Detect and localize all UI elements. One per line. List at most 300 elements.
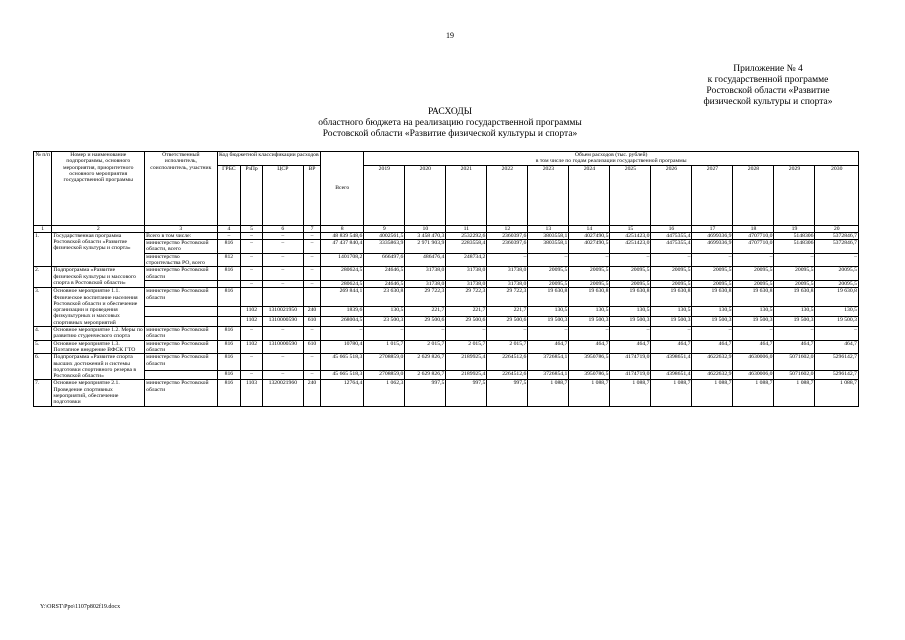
table-cell: 1102 [241, 316, 263, 326]
table-cell: 24646,5 [364, 267, 405, 281]
table-cell: – [569, 253, 610, 267]
row-executor [145, 316, 217, 326]
table-cell: – [303, 327, 320, 341]
table-row [34, 288, 859, 307]
table-cell: 20095,5 [692, 267, 733, 281]
table-cell: 20095,5 [815, 267, 859, 281]
table-cell: 19 500,3 [733, 316, 774, 326]
table-cell: – [241, 267, 263, 281]
table-cell: 248734,2 [446, 253, 487, 267]
table-cell: 47 437 840,4 [321, 240, 364, 254]
header-year: 2027 [692, 165, 733, 225]
column-number: 3 [145, 225, 217, 232]
table-cell: – [733, 327, 774, 341]
header-year: 2023 [528, 165, 569, 225]
table-cell: 3803558,1 [528, 240, 569, 254]
table-cell: 816 [217, 267, 241, 281]
table-cell: – [815, 253, 859, 267]
row-name: Подпрограмма «Развитие физической культуры и массового спорта в Ростовской области» [52, 267, 145, 288]
table-cell: 19 630,8 [569, 288, 610, 307]
table-cell: 816 [217, 288, 241, 307]
table-cell: 130,5 [364, 306, 405, 316]
appendix-line: Ростовской области «Развитие [706, 86, 830, 96]
table-cell: 2532292,6 [446, 232, 487, 239]
column-number: 4 [217, 225, 241, 232]
table-cell: 20095,5 [774, 280, 815, 287]
table-cell: 4699336,9 [692, 232, 733, 239]
table-cell: 1 062,3 [364, 380, 405, 406]
table-cell: 666497,6 [364, 253, 405, 267]
table-cell: 221,7 [405, 306, 446, 316]
header-volume [364, 152, 859, 166]
column-number: 8 [321, 225, 364, 232]
table-cell: 2189925,4 [446, 371, 487, 380]
table-cell: 19 630,8 [528, 288, 569, 307]
table-cell: 464,7 [651, 340, 692, 354]
row-executor: министерство Ростовской области, всего [145, 240, 217, 254]
table-cell: 1102 [241, 306, 263, 316]
row-executor [145, 306, 217, 316]
table-cell: 5296142,7 [815, 354, 859, 371]
row-number: 4. [34, 327, 52, 341]
column-number: 13 [528, 225, 569, 232]
table-row [34, 240, 859, 254]
table-cell: – [569, 327, 610, 341]
table-cell: 20095,5 [774, 267, 815, 281]
table-cell: 19 500,3 [528, 316, 569, 326]
table-cell: 130,5 [733, 306, 774, 316]
table-cell: 2283558,4 [446, 240, 487, 254]
appendix-line: к государственной программе [707, 75, 829, 85]
header-year: 2021 [446, 165, 487, 225]
table-cell: – [651, 327, 692, 341]
row-number: 6. [34, 354, 52, 380]
table-cell: 1310000590 [262, 316, 303, 326]
table-cell: – [262, 253, 303, 267]
row-name: Основное мероприятие 1.3. Поэтапное внедрение ВФСК ГТО [52, 340, 145, 354]
table-cell [217, 306, 241, 316]
table-cell: 5372846,7 [815, 232, 859, 239]
table-cell: 1310021950 [262, 306, 303, 316]
table-cell: 464,7 [815, 340, 859, 354]
table-cell: 19 630,8 [610, 288, 651, 307]
table-cell: – [303, 267, 320, 281]
table-cell: 5296142,7 [815, 371, 859, 380]
header-year: 2026 [651, 165, 692, 225]
header-classification: Код бюджетной классификации расходов [217, 152, 321, 166]
table-cell: – [303, 354, 320, 371]
table-cell: 1310000590 [262, 340, 303, 354]
table-cell: 31738,0 [405, 267, 446, 281]
table-row [34, 253, 859, 267]
table-cell: – [405, 327, 446, 341]
table-cell: – [610, 253, 651, 267]
table-cell [262, 288, 303, 307]
table-cell: 2 971 903,9 [405, 240, 446, 254]
header-year: 2020 [405, 165, 446, 225]
table-cell: 4475355,4 [651, 240, 692, 254]
table-cell [303, 288, 320, 307]
table-row [34, 371, 859, 380]
table-cell: 20095,5 [610, 267, 651, 281]
header-no: № п/п [34, 152, 52, 226]
table-cell: 2264512,6 [487, 354, 528, 371]
table-cell: – [262, 267, 303, 281]
table-cell: – [651, 253, 692, 267]
table-cell: 5071602,0 [774, 354, 815, 371]
table-cell: 130,5 [528, 306, 569, 316]
table-cell: 23 630,8 [364, 288, 405, 307]
table-cell: 221,7 [487, 306, 528, 316]
table-cell: – [303, 253, 320, 267]
table-cell: 45 665 518,3 [321, 371, 364, 380]
table-cell: – [774, 327, 815, 341]
table-cell: 19 500,3 [610, 316, 651, 326]
table-cell: 4630006,0 [733, 371, 774, 380]
column-number: 19 [774, 225, 815, 232]
table-cell: – [528, 327, 569, 341]
table-cell: 5071602,0 [774, 371, 815, 380]
table-cell: 2360397,6 [487, 240, 528, 254]
table-cell: 130,5 [815, 306, 859, 316]
table-cell: 4707710,0 [733, 232, 774, 239]
table-cell: 19 630,8 [815, 288, 859, 307]
table-cell: 997,5 [487, 380, 528, 406]
table-cell: 2360397,6 [487, 232, 528, 239]
table-cell: 2 015,7 [405, 340, 446, 354]
table-cell: 20095,5 [692, 280, 733, 287]
header-volume-label: Объем расходов (тыс. рублей) [574, 152, 648, 158]
header-year: 2022 [487, 165, 528, 225]
row-number: 5. [34, 340, 52, 354]
row-name: Основное мероприятие 1.2. Меры по развитию студенческого спорта [53, 327, 143, 340]
table-cell: 2 015,7 [487, 340, 528, 354]
column-number: 20 [815, 225, 859, 232]
table-cell: 130,5 [651, 306, 692, 316]
header-executor: Ответственный исполнитель, соисполнитель, участник [145, 152, 217, 226]
column-number: 5 [241, 225, 263, 232]
table-cell: 19 500,3 [774, 316, 815, 326]
table-cell: 280624,5 [321, 267, 364, 281]
table-cell: 2708859,0 [364, 371, 405, 380]
table-cell: 20095,5 [528, 267, 569, 281]
table-cell: 1401708,2 [321, 253, 364, 267]
header-rzpr: РзПр [241, 165, 263, 225]
table-cell: 464,7 [528, 340, 569, 354]
table-cell: 4622632,9 [692, 371, 733, 380]
appendix-line: физической культуры и спорта» [703, 97, 833, 107]
row-number: 1. [34, 232, 52, 266]
table-row [34, 306, 859, 316]
table-cell: 816 [217, 354, 241, 371]
column-number: 1 [34, 225, 52, 232]
table-cell: 4174719,0 [610, 371, 651, 380]
table-cell: 31738,0 [487, 280, 528, 287]
table-cell: 23 500,3 [364, 316, 405, 326]
row-executor [145, 371, 217, 380]
row-executor: министерство Ростовской области [145, 267, 217, 281]
table-cell: 1103 [241, 380, 263, 406]
table-cell [217, 280, 241, 287]
column-number: 18 [733, 225, 774, 232]
table-cell: 19 630,8 [692, 288, 733, 307]
table-cell: 4707710,0 [733, 240, 774, 254]
table-cell: 1 088,7 [774, 380, 815, 406]
header-year: 2025 [610, 165, 651, 225]
column-number: 11 [446, 225, 487, 232]
table-cell: 4622632,9 [692, 354, 733, 371]
table-cell: 816 [217, 380, 241, 406]
table-cell: – [241, 240, 263, 254]
expenses-table [33, 151, 859, 407]
row-name: Подпрограмма «Развитие спорта высших достижений и системы подготовки спортивного резерва в Ростовской области» [52, 354, 145, 380]
table-cell: – [262, 240, 303, 254]
header-by-years: в том числе по годам реализации государственной программы [535, 158, 687, 165]
table-cell: – [610, 327, 651, 341]
table-cell: 4630006,0 [733, 354, 774, 371]
table-cell: 4002561,5 [364, 232, 405, 239]
table-cell: 3726854,1 [528, 371, 569, 380]
table-cell: 130,5 [774, 306, 815, 316]
table-cell: 19 630,8 [774, 288, 815, 307]
column-number: 16 [651, 225, 692, 232]
table-cell: 29 722,3 [487, 288, 528, 307]
table-cell: 240 [303, 306, 320, 316]
row-number: 3. [34, 288, 52, 327]
table-cell: – [217, 232, 241, 239]
table-cell: 20095,5 [651, 267, 692, 281]
column-number: 9 [364, 225, 405, 232]
table-cell: 19 630,8 [733, 288, 774, 307]
row-executor: министерство Ростовской области [145, 288, 217, 307]
row-number: 7. [34, 380, 52, 406]
table-cell: 240 [303, 380, 320, 406]
table-cell: 24646,5 [364, 280, 405, 287]
table-cell: 3803558,1 [528, 232, 569, 239]
column-number: 14 [569, 225, 610, 232]
table-row [34, 316, 859, 326]
table-cell: 31738,0 [446, 280, 487, 287]
header-year: 2028 [733, 165, 774, 225]
table-cell: 4027490,5 [569, 240, 610, 254]
table-cell: – [262, 280, 303, 287]
column-number: 2 [52, 225, 145, 232]
table-cell: 20095,5 [610, 280, 651, 287]
table-cell: – [303, 371, 320, 380]
table-cell: 1 088,7 [610, 380, 651, 406]
table-cell: 2 015,7 [446, 340, 487, 354]
table-row [34, 267, 859, 281]
header-year: 2019 [364, 165, 405, 225]
table-cell: 4398651,4 [651, 371, 692, 380]
row-name: Государственная программа Ростовской области «Развитие физической культуры и спорта» [52, 232, 145, 266]
table-cell: 3 458 470,3 [405, 232, 446, 239]
table-cell: 19 630,8 [651, 288, 692, 307]
row-executor: министерство Ростовской области [145, 354, 217, 371]
table-cell: 816 [217, 327, 241, 341]
page-number: 19 [446, 31, 454, 40]
table-cell: 997,5 [446, 380, 487, 406]
title-line: Ростовской области «Развитие физической культуры и спорта» [322, 129, 578, 139]
table-cell: 464,7 [774, 340, 815, 354]
table-cell: – [446, 327, 487, 341]
table-cell: – [303, 240, 320, 254]
table-cell: – [262, 327, 303, 341]
table-cell: 816 [217, 371, 241, 380]
table-cell: 1 015,7 [364, 340, 405, 354]
table-cell: 3726854,1 [528, 354, 569, 371]
table-cell: 1 088,7 [651, 380, 692, 406]
table-cell: 3335863,9 [364, 240, 405, 254]
header-csr: ЦСР [262, 165, 303, 225]
table-cell: 12764,4 [321, 380, 364, 406]
table-cell: 20095,5 [569, 280, 610, 287]
table-row [34, 380, 859, 406]
table-cell: 20095,5 [815, 280, 859, 287]
table-cell: 10780,4 [321, 340, 364, 354]
row-executor [145, 280, 217, 287]
table-cell: 1 088,7 [815, 380, 859, 406]
table-cell: 1 088,7 [528, 380, 569, 406]
table-cell: 816 [217, 240, 241, 254]
table-cell: 2189925,4 [446, 354, 487, 371]
table-body [34, 232, 859, 406]
table-cell: – [241, 232, 263, 239]
table-cell: 19 500,3 [569, 316, 610, 326]
row-executor: министерство Ростовской области [145, 340, 217, 354]
table-cell: 31738,0 [405, 280, 446, 287]
table-cell: – [692, 253, 733, 267]
table-cell: 610 [303, 316, 320, 326]
table-cell: 464,7 [569, 340, 610, 354]
table-cell: – [487, 253, 528, 267]
table-cell [241, 288, 263, 307]
table-cell: 2264512,6 [487, 371, 528, 380]
table-cell: 221,7 [446, 306, 487, 316]
table-cell: 48 839 548,6 [321, 232, 364, 239]
header-year: 2024 [569, 165, 610, 225]
table-cell: – [262, 371, 303, 380]
table-cell: 1839,6 [321, 306, 364, 316]
table-cell: 29 500,6 [487, 316, 528, 326]
header-year: 2029 [774, 165, 815, 225]
document-title [220, 107, 680, 140]
table-cell: 464,7 [610, 340, 651, 354]
table-cell: – [262, 354, 303, 371]
title-line: областного бюджета на реализацию государственной программы [318, 118, 582, 128]
table-cell: – [303, 232, 320, 239]
table-cell: 4251423,0 [610, 240, 651, 254]
table-cell: – [733, 253, 774, 267]
table-cell: – [815, 327, 859, 341]
table-cell: 5372846,7 [815, 240, 859, 254]
table-cell: 29 500,6 [405, 316, 446, 326]
table-cell: 997,5 [405, 380, 446, 406]
table-cell: – [321, 327, 364, 341]
table-cell: 2 629 826,7 [405, 371, 446, 380]
table-cell: – [364, 327, 405, 341]
table-cell: 4699336,9 [692, 240, 733, 254]
table-cell: 4027490,5 [569, 232, 610, 239]
row-name: Основное мероприятие 2.1. Проведение спортивных мероприятий, обеспечение подготовки [52, 380, 145, 406]
table-cell [217, 316, 241, 326]
column-number: 10 [405, 225, 446, 232]
table-cell: 29 722,3 [405, 288, 446, 307]
table-cell: 19 500,3 [815, 316, 859, 326]
column-number: 17 [692, 225, 733, 232]
header-name: Номер и наименование подпрограммы, основного мероприятия, приоритетного основного мероприятия государственной программы [52, 152, 145, 226]
row-executor: министерство Ростовской области [145, 327, 217, 341]
table-cell: – [528, 253, 569, 267]
table-cell: 130,5 [692, 306, 733, 316]
column-number-row [34, 225, 859, 232]
table-cell: 1102 [241, 340, 263, 354]
table-cell: – [241, 354, 263, 371]
table-cell: – [241, 253, 263, 267]
table-cell: 4398651,4 [651, 354, 692, 371]
table-cell: 19 500,3 [692, 316, 733, 326]
table-cell: 2 629 826,7 [405, 354, 446, 371]
file-path: Y:\ORST\Ppo\1107p802f19.docx [40, 604, 121, 610]
table-row [34, 354, 859, 371]
table-cell: 19 500,3 [651, 316, 692, 326]
table-cell: 464,7 [733, 340, 774, 354]
table-cell: 269 844,1 [321, 288, 364, 307]
table-cell: – [241, 371, 263, 380]
table-cell: – [241, 327, 263, 341]
header-year: 2030 [815, 165, 859, 225]
table-cell: 20095,5 [733, 267, 774, 281]
header-vr: ВР [303, 165, 320, 225]
table-cell: 31738,0 [487, 267, 528, 281]
table-cell: 130,5 [610, 306, 651, 316]
header-total: Всего [321, 152, 364, 226]
row-executor: министерство Ростовской области [145, 380, 217, 406]
column-number: 7 [303, 225, 320, 232]
title-line: РАСХОДЫ [427, 107, 473, 117]
table-cell: – [487, 327, 528, 341]
table-cell: – [241, 280, 263, 287]
table-cell: 20095,5 [651, 280, 692, 287]
table-cell: 610 [303, 340, 320, 354]
table-cell: 1 088,7 [569, 380, 610, 406]
table-cell: 1320021960 [262, 380, 303, 406]
table-cell: 31738,0 [446, 267, 487, 281]
header-grbs: ГРБС [217, 165, 241, 225]
table-cell: 464,7 [692, 340, 733, 354]
table-cell: – [692, 327, 733, 341]
table-cell: 1 088,7 [692, 380, 733, 406]
appendix-heading [688, 64, 848, 108]
table-cell: 2708859,0 [364, 354, 405, 371]
table-cell: 20095,5 [528, 280, 569, 287]
row-executor: министерство строительства РО, всего [145, 253, 217, 267]
table-cell: 4251423,0 [610, 232, 651, 239]
column-number: 6 [262, 225, 303, 232]
table-cell: 20095,5 [733, 280, 774, 287]
table-cell: 5148306 [774, 232, 815, 239]
table-cell: 5148306 [774, 240, 815, 254]
row-executor: Всего в том числе: [145, 232, 217, 239]
table-cell: 816 [217, 340, 241, 354]
table-cell: 29 500,6 [446, 316, 487, 326]
table-cell: 130,5 [569, 306, 610, 316]
row-name: Основное мероприятие 1.1. Физическое воспитание населения Ростовской области и обеспечение организации и проведения физкультурных и массовых спортивных мероприятий [52, 288, 145, 327]
row-number: 2. [34, 267, 52, 288]
appendix-line: Приложение № 4 [733, 64, 803, 74]
table-cell: 4174719,0 [610, 354, 651, 371]
table-row [34, 327, 859, 341]
